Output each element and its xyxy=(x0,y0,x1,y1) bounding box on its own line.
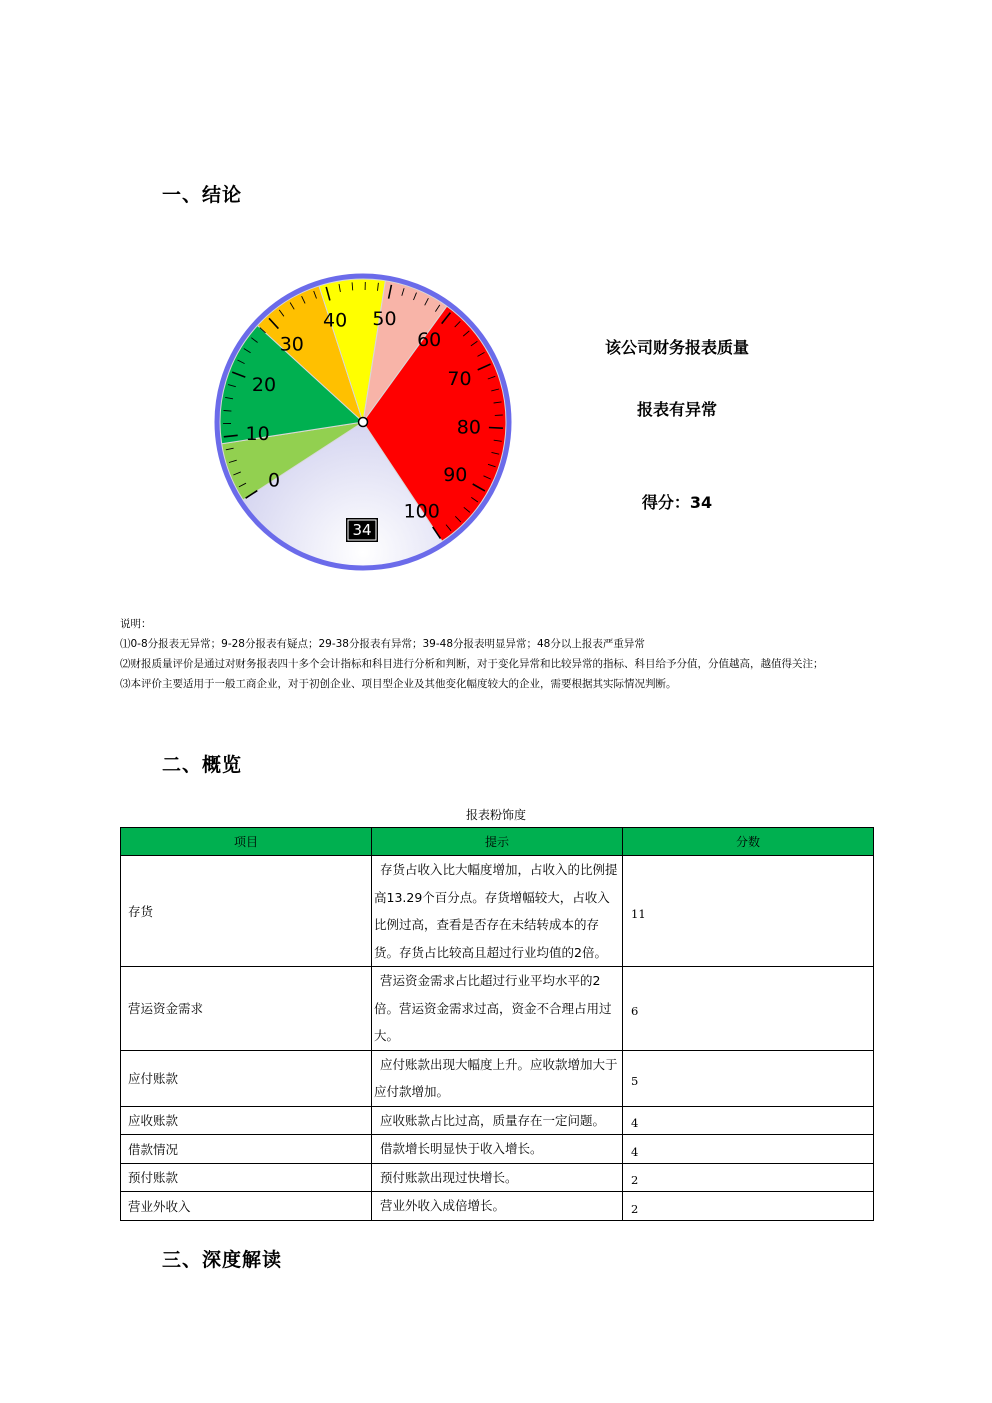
table-row xyxy=(121,856,874,967)
row-item: 营业外收入 xyxy=(121,1192,372,1221)
row-hint xyxy=(372,1050,623,1106)
row-item: 应付账款 xyxy=(121,1050,372,1106)
row-score: 4 xyxy=(623,1106,874,1135)
note-line-1: ⑴0-8分报表无异常；9-28分报表有疑点；29-38分报表有异常；39-48分报表明显异常；48分以上报表严重异常 xyxy=(120,638,645,650)
notes-title: 说明： xyxy=(120,618,152,630)
row-hint xyxy=(372,1163,623,1192)
note-line-3: ⑶本评价主要适用于一般工商企业，对于初创企业、项目型企业及其他变化幅度较大的企业，需要根据其实际情况判断。 xyxy=(120,678,677,690)
row-item: 借款情况 xyxy=(121,1135,372,1164)
gauge-tick-label: 40 xyxy=(323,309,348,332)
gauge-tick-label: 80 xyxy=(456,416,481,439)
header-item: 项目 xyxy=(121,828,372,856)
header-score: 分数 xyxy=(623,828,874,856)
gauge-tick-label: 0 xyxy=(268,469,281,492)
row-hint-text: 营运资金需求占比超过行业平均水平的2倍。营运资金需求过高，资金不合理占用过大。 xyxy=(374,973,612,1043)
row-hint-text: 营业外收入成倍增长。 xyxy=(380,1198,506,1213)
table-row xyxy=(121,1135,874,1164)
quality-score: 得分：34 xyxy=(641,493,713,512)
table-row xyxy=(121,1192,874,1221)
whitewash-table xyxy=(120,827,874,1221)
table-row xyxy=(121,967,874,1051)
row-hint xyxy=(372,967,623,1051)
row-hint-text: 应收账款占比过高，质量存在一定问题。 xyxy=(380,1112,606,1128)
row-score: 4 xyxy=(623,1135,874,1164)
gauge-tick xyxy=(352,282,353,290)
section-title-conclusion: 一、结论 xyxy=(162,184,243,206)
table-row xyxy=(121,1163,874,1192)
row-score: 11 xyxy=(623,856,874,967)
gauge-tick-label: 70 xyxy=(447,368,472,391)
gauge-tick-label: 30 xyxy=(279,333,304,356)
gauge-tick-label: 50 xyxy=(372,308,397,331)
row-hint-text: 存货占收入比大幅度增加，占收入的比例提高13.29个百分点。存货增幅较大，占收入比例过高，查看是否存在未结转成本的存货。存货占比较高且超过行业均值的2倍。 xyxy=(374,862,618,960)
row-hint xyxy=(372,1106,623,1135)
gauge-value-label: 34 xyxy=(352,521,372,539)
row-hint xyxy=(372,1135,623,1164)
table-caption: 报表粉饰度 xyxy=(465,808,526,822)
gauge-tick-label: 90 xyxy=(443,464,468,487)
notes xyxy=(120,614,872,694)
row-hint-text: 应付账款出现大幅度上升。应收款增加大于应付款增加。 xyxy=(374,1056,618,1099)
row-item: 存货 xyxy=(121,856,372,967)
table-row xyxy=(121,1050,874,1106)
row-hint xyxy=(372,1192,623,1221)
gauge-tick xyxy=(224,411,232,412)
row-score: 2 xyxy=(623,1163,874,1192)
row-score: 5 xyxy=(623,1050,874,1106)
score-gauge xyxy=(212,268,516,576)
row-score: 6 xyxy=(623,967,874,1051)
quality-label: 该公司财务报表质量 xyxy=(604,338,749,357)
section-title-overview: 二、概览 xyxy=(162,754,243,776)
gauge-tick-label: 60 xyxy=(417,329,442,352)
row-hint xyxy=(372,856,623,967)
gauge-tick-label: 100 xyxy=(403,500,440,523)
row-score: 2 xyxy=(623,1192,874,1221)
header-hint: 提示 xyxy=(372,828,623,856)
gauge-tick-label: 20 xyxy=(251,374,277,397)
table-row xyxy=(121,1106,874,1135)
table-header-row xyxy=(121,828,874,856)
gauge-tick-label: 10 xyxy=(245,423,270,446)
row-item: 应收账款 xyxy=(121,1106,372,1135)
section-title-deep: 三、深度解读 xyxy=(162,1249,283,1271)
gauge-center xyxy=(359,418,368,427)
gauge-tick xyxy=(489,428,503,429)
quality-status: 报表有异常 xyxy=(636,400,717,419)
row-hint-text: 预付账款出现过快增长。 xyxy=(380,1169,518,1185)
row-item: 营运资金需求 xyxy=(121,967,372,1051)
row-hint-text: 借款增长明显快于收入增长。 xyxy=(380,1141,543,1156)
note-line-2: ⑵财报质量评价是通过对财务报表四十多个会计指标和科目进行分析和判断，对于变化异常和比较异常的指标、科目给予分值，分值越高，越值得关注； xyxy=(120,658,824,670)
row-item: 预付账款 xyxy=(121,1163,372,1192)
